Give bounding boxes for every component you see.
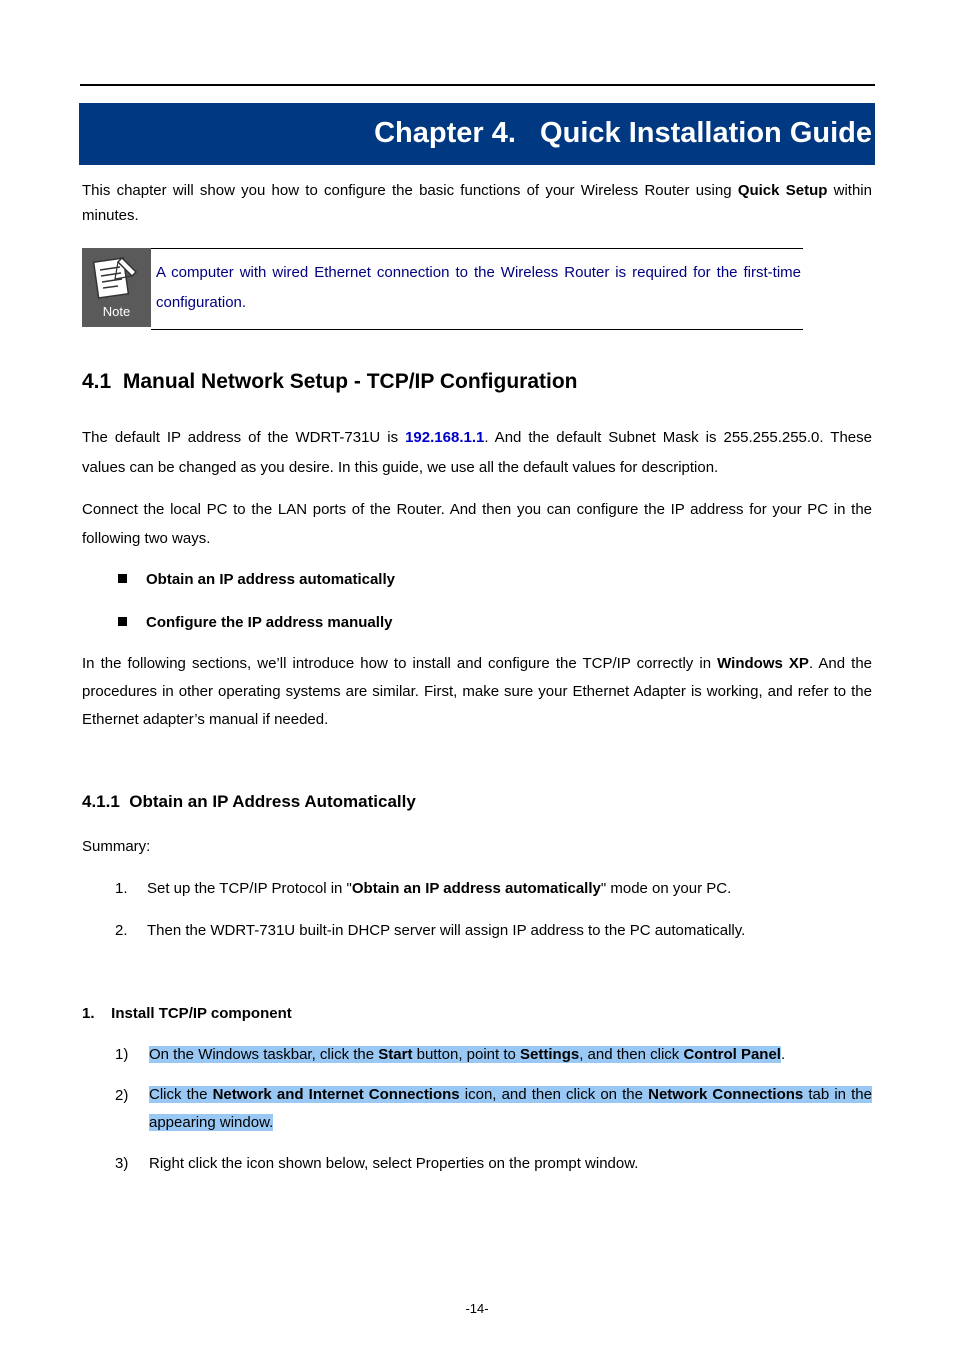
chapter-banner: [79, 103, 875, 165]
chapter-title: Chapter 4. Quick Installation Guide: [374, 117, 872, 149]
bullet-square-icon: [118, 617, 127, 626]
p3-bold: Windows XP: [717, 655, 809, 672]
intro-bold: Quick Setup: [737, 182, 828, 199]
step1-text: Set up the TCP/IP Protocol in ": [147, 880, 352, 897]
install-step-2: [149, 1081, 872, 1137]
step1-bold: Obtain an IP address automatically: [351, 880, 601, 897]
section-4-1-paragraph-3: [82, 650, 872, 734]
summary-step-2-number: 2.: [115, 922, 128, 939]
s1-text-e: , and then click: [579, 1046, 684, 1063]
section-4-1-title: 4.1 Manual Network Setup - TCP/IP Configuration: [82, 370, 578, 393]
top-rule: [80, 84, 875, 86]
s1-text-a: On the Windows taskbar, click the: [149, 1046, 379, 1063]
install-step-2-number: 2): [115, 1087, 129, 1104]
s2-text-e: tab in the appearing window.: [149, 1086, 872, 1131]
note-rule-top: [151, 248, 803, 249]
install-step-3-number: 3): [115, 1155, 129, 1172]
install-step-1: [149, 1046, 872, 1063]
summary-label: Summary:: [82, 838, 151, 855]
install-heading: 1. Install TCP/IP component: [82, 1005, 292, 1022]
step1-text-end: " mode on your PC.: [600, 880, 732, 897]
bullet-obtain-auto: [118, 571, 395, 588]
summary-step-2: Then the WDRT-731U built-in DHCP server will assign IP address to the PC automatically.: [147, 922, 746, 939]
s2-text-a: Click the: [149, 1086, 213, 1103]
p1-text: The default IP address of the WDRT-731U is: [82, 429, 406, 446]
note-icon: [82, 248, 151, 327]
section-4-1-paragraph-2: Connect the local PC to the LAN ports of the Router. And then you can configure the IP address for your PC in the following two ways.: [82, 501, 872, 547]
bullet-square-icon: [118, 574, 127, 583]
p1-text-end: . And the default Subnet Mask is 255.255.255.0. These values can be changed as you desire. In this guide, we use all the default values for description.: [82, 429, 872, 476]
section-4-1-1-title: 4.1.1 Obtain an IP Address Automatically: [82, 792, 416, 811]
default-ip: 192.168.1.1: [405, 429, 485, 446]
p3-text: In the following sections, we’ll introduce how to install and configure the TCP/IP correctly in: [82, 655, 718, 672]
intro-text: This chapter will show you how to configure the basic functions of your Wireless Router using: [82, 182, 738, 199]
install-step-3: Right click the icon shown below, select Properties on the prompt window.: [149, 1155, 639, 1172]
section-4-1-paragraph-1: [82, 423, 872, 483]
summary-step-1-number: 1.: [115, 880, 128, 897]
bullet-configure-manual: [118, 614, 392, 631]
note-icon-label: Note: [102, 304, 131, 319]
s2-text-c: icon, and then click on the: [459, 1086, 649, 1103]
s1-control-panel: Control Panel: [683, 1046, 781, 1063]
s2-network-connections: Network Connections: [648, 1086, 804, 1103]
s2-network-internet: Network and Internet Connections: [212, 1086, 460, 1103]
note-text: A computer with wired Ethernet connection to the Wireless Router is required for the first-time configuration.: [156, 264, 801, 311]
page-number: -14-: [465, 1301, 489, 1316]
bullet-text: Obtain an IP address automatically: [146, 571, 395, 588]
s1-start: Start: [378, 1046, 413, 1063]
note-rule-bottom: [151, 329, 803, 330]
summary-step-1: [147, 880, 872, 897]
intro-paragraph: [82, 178, 872, 228]
s1-settings: Settings: [520, 1046, 580, 1063]
p3-text-end: . And the procedures in other operating systems are similar. First, make sure your Ethernet Adapter is working, and refer to the Ethernet adapter’s manual if needed.: [82, 655, 872, 728]
intro-text-end: within minutes.: [82, 182, 872, 224]
bullet-text: Configure the IP address manually: [146, 614, 393, 631]
install-step-1-number: 1): [115, 1046, 129, 1063]
s1-text-c: button, point to: [412, 1046, 521, 1063]
s1-period: .: [780, 1046, 786, 1063]
